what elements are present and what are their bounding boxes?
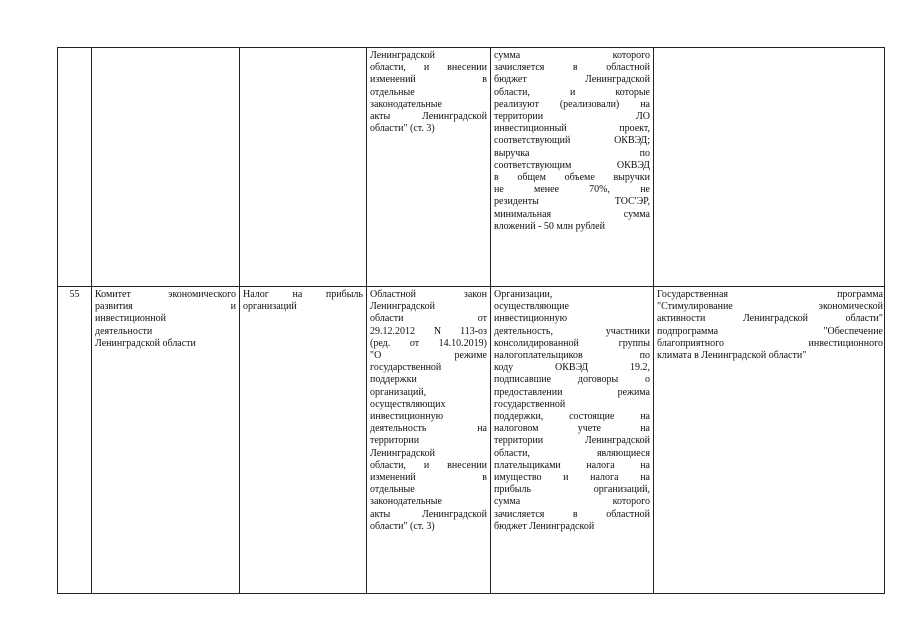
cell-number (58, 48, 91, 286)
text-line: налогоплательщиков по (494, 350, 650, 362)
text-line: Областной закон (370, 289, 487, 300)
text-line: налоговом учете на (494, 423, 650, 435)
text-line: Налог на прибыль (243, 289, 363, 300)
text-line: Организации, (494, 289, 553, 300)
cell-curator (91, 48, 239, 286)
text-line: области, и внесении (370, 459, 487, 471)
text-line: "О режиме (370, 350, 487, 362)
table-row (57, 287, 885, 594)
text-line: территории (370, 435, 420, 447)
text-line: Ленинградской (370, 50, 435, 61)
text-line: 29.12.2012 N 113-оз (370, 325, 487, 337)
text-line: территории Ленинградской (494, 435, 650, 447)
text-line: соответствующий ОКВЭД; (494, 135, 650, 147)
text-line: изменений в (370, 74, 487, 86)
text-line: поддержки (370, 374, 417, 386)
text-line: Ленинградской области (95, 337, 196, 349)
text-line: государственной (370, 362, 442, 374)
text-line: консолидированной группы (494, 337, 650, 349)
text-line: развития и (95, 301, 236, 313)
text-line: деятельности (95, 325, 153, 337)
text-line: Государственная программа (657, 289, 883, 300)
text-line: не менее 70%, не (494, 184, 650, 196)
text-line: инвестиционную (494, 313, 568, 325)
document-table (57, 47, 885, 594)
text-line: подпрограмма "Обеспечение (657, 325, 883, 337)
text-line: области, и которые (494, 86, 650, 98)
cell-program (653, 48, 886, 286)
text-line: зачисляется в областной (494, 62, 650, 74)
text-line: области, и внесении (370, 62, 487, 74)
text-line: инвестиционный проект, (494, 123, 650, 135)
text-line: активности Ленинградской области" (657, 313, 883, 325)
text-line: бюджет Ленинградской (494, 74, 650, 86)
text-line: прибыль организаций, (494, 484, 650, 496)
text-line: минимальная сумма (494, 208, 650, 220)
text-line: законодательные (370, 496, 442, 508)
text-line: организаций, (370, 386, 427, 398)
cell-recipients (490, 48, 653, 286)
text-line: в общем объеме выручки (494, 172, 650, 184)
text-line: изменений в (370, 472, 487, 484)
table-row (57, 47, 885, 287)
text-line: выручка по (494, 147, 650, 159)
text-line: Ленинградской (370, 301, 435, 313)
cell-legal-basis (366, 287, 490, 593)
text-line: "Стимулирование экономической (657, 301, 883, 313)
text-line: сумма которого (494, 496, 650, 508)
cell-curator (91, 287, 239, 593)
text-line: подписавшие договоры о (494, 374, 650, 386)
row-number: 55 (69, 289, 80, 300)
text-line: благоприятного инвестиционного (657, 337, 883, 349)
text-line: акты Ленинградской (370, 508, 487, 520)
text-line: Комитет экономического (95, 289, 236, 300)
text-line: осуществляющих (370, 398, 446, 410)
cell-recipients (490, 287, 653, 593)
text-line: (ред. от 14.10.2019) (370, 337, 487, 349)
text-line: климата в Ленинградской области" (657, 350, 807, 362)
text-line: области" (ст. 3) (370, 123, 435, 135)
cell-legal-basis (366, 48, 490, 286)
text-line: реализуют (реализовали) на (494, 98, 650, 110)
text-line: области, являющиеся (494, 447, 650, 459)
cell-tax (239, 287, 366, 593)
text-line: государственной (494, 398, 566, 410)
cell-number (58, 287, 91, 593)
text-line: инвестиционной (95, 313, 166, 325)
cell-tax (239, 48, 366, 286)
text-line: отдельные (370, 484, 415, 496)
text-line: территории ЛО (494, 111, 650, 123)
text-line: законодательные (370, 98, 442, 110)
text-line: сумма которого (494, 50, 650, 61)
text-line: инвестиционную (370, 411, 444, 423)
text-line: плательщиками налога на (494, 459, 650, 471)
text-line: вложений - 50 млн рублей (494, 220, 605, 232)
text-line: предоставлении режима (494, 386, 650, 398)
text-line: области" (ст. 3) (370, 520, 435, 532)
text-line: отдельные (370, 86, 415, 98)
text-line: коду ОКВЭД 19.2, (494, 362, 650, 374)
text-line: бюджет Ленинградской (494, 520, 595, 532)
text-line: области от (370, 313, 487, 325)
text-line: деятельность, участники (494, 325, 650, 337)
text-line: организаций (243, 301, 297, 313)
text-line: акты Ленинградской (370, 111, 487, 123)
text-line: имущество и налога на (494, 472, 650, 484)
cell-program (653, 287, 886, 593)
text-line: поддержки, состоящие на (494, 411, 650, 423)
text-line: зачисляется в областной (494, 508, 650, 520)
text-line: осуществляющие (494, 301, 569, 313)
text-line: соответствующим ОКВЭД (494, 159, 650, 171)
text-line: Ленинградской (370, 447, 435, 459)
text-line: деятельность на (370, 423, 487, 435)
text-line: резиденты ТОС'ЭР, (494, 196, 650, 208)
